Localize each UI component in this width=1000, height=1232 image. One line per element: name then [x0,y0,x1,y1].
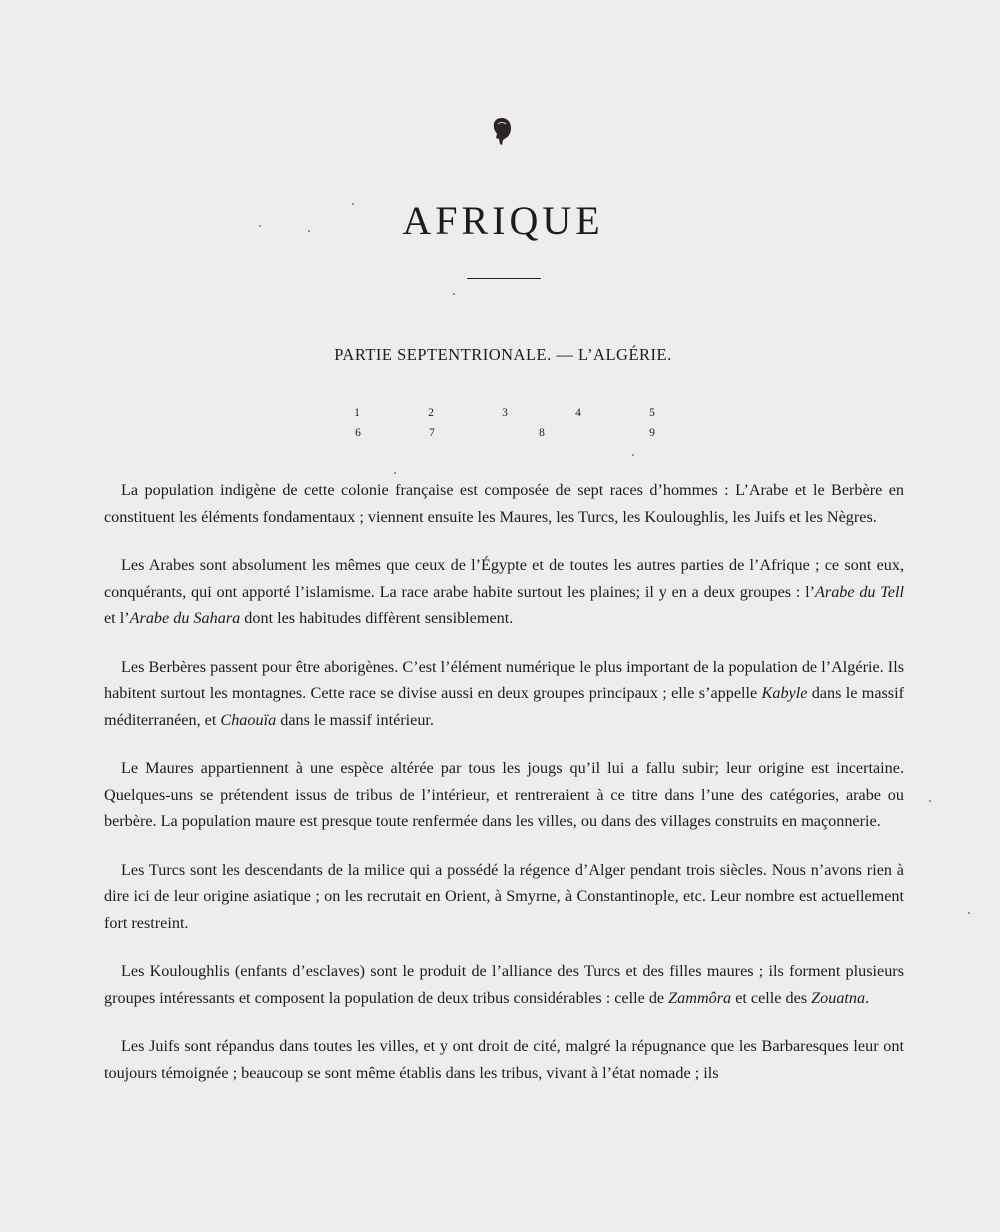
plate-number: 5 [649,407,655,419]
section-subtitle: PARTIE SEPTENTRIONALE. — L’ALGÉRIE. [334,345,672,364]
text-run: et l’ [104,609,130,627]
text-run: Les Berbères passent pour être aborigènes. C’est l’élément numérique le plus important de la population de l’Algérie. Ils habitent surtout les montagnes. Cette race se divise aussi en deux groupes principaux ; elle s’appelle [104,657,904,702]
italic-term: Chaouïa [220,710,277,729]
italic-term: Arabe du Tell [815,582,904,601]
paragraph [104,857,904,937]
body-text [104,477,904,1086]
paragraph [104,755,904,835]
plate-number: 6 [355,427,361,439]
plate-number: 9 [649,427,655,439]
text-run: dans le massif intérieur. [276,710,434,729]
plate-number: 7 [429,427,435,439]
page-title: AFRIQUE [402,198,604,243]
italic-term: Zammôra [668,988,732,1007]
plate-number: 2 [428,407,434,419]
plate-number: 1 [354,407,360,419]
paragraph [104,552,904,632]
text-run: Les Turcs sont les descendants de la milice qui a possédé la régence d’Alger pendant trois siècles. Nous n’avons rien à dire ici de leur origine asiatique ; on les recrutait en Orient, à Smyrne, à Constantinople, etc. Leur nombre est actuellement fort restreint. [104,860,904,932]
text-run: Les Juifs sont répandus dans toutes les villes, et y ont droit de cité, malgré la répugnance que les Barbaresques leur ont toujours témoignée ; beaucoup se sont même établis dans les tribus, vivant à l’état nomade ; ils [104,1037,904,1082]
paragraph [104,654,904,734]
text-run: et celle des [731,988,812,1007]
text-run: Le Maures appartiennent à une espèce altérée par tous les jougs qu’il lui a fallu subir; leur origine est incertaine. Quelques-uns se prétendent issus de tribus de l’intérieur, et rentreraient à ce titre dans l’une des catégories, arabe ou berbère. La population maure est presque toute renfermée dans les villes, ou dans des villages construits en maçonnerie. [104,759,904,830]
plate-number: 3 [502,407,508,419]
paragraph [104,958,904,1011]
italic-term: Zouatna [811,988,866,1007]
text-run: La population indigène de cette colonie française est composée de sept races d’hommes : L’Arabe et le Berbère en constituent les éléments fondamentaux ; viennent ensuite les Maures, les Turcs, les Kouloughlis, les Juifs et les Nègres. [104,481,904,526]
text-run: dont les habitudes diffèrent sensiblement. [240,609,514,627]
plate-number: 4 [575,407,581,419]
text-run: dans le massif méditerranéen, et [104,684,904,729]
italic-term: Kabyle [761,684,808,702]
text-run: Les Arabes sont absolument les mêmes que ceux de l’Égypte et de toutes les autres parties de l’Afrique ; ce sont eux, conquérants, qui ont apporté l’islamisme. La race arabe habite surtout les plaines; il y en a deux groupes : l’ [104,556,904,601]
italic-term: Arabe du Sahara [129,609,241,627]
plate-number: 8 [539,427,545,439]
paragraph [104,477,904,530]
paragraph [104,1033,904,1086]
title-rule [467,278,541,279]
text-run: . [865,988,870,1007]
head-silhouette-icon [490,116,514,146]
text-run: Les Kouloughlis (enfants d’esclaves) sont le produit de l’alliance des Turcs et des filles maures ; ils forment plusieurs groupes intéressants et composent la population de deux tribus considérables : celle de [104,962,904,1007]
